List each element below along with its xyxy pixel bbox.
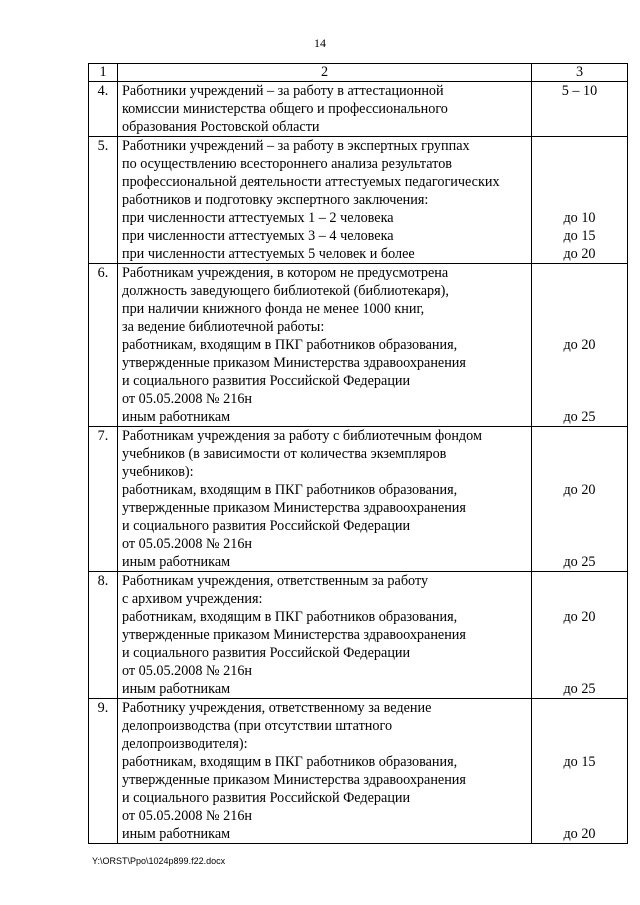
value-line: до 20 bbox=[563, 609, 596, 625]
value-line bbox=[532, 626, 627, 644]
row-description bbox=[118, 264, 532, 427]
row-value bbox=[532, 699, 628, 844]
value-line: до 20 bbox=[563, 246, 596, 262]
table-header-row bbox=[89, 64, 628, 82]
value-line bbox=[532, 517, 627, 535]
value-line: 5 – 10 bbox=[561, 83, 598, 99]
row-value bbox=[532, 427, 628, 572]
value-line bbox=[532, 354, 627, 372]
header-col-description: 2 bbox=[118, 64, 532, 82]
value-line bbox=[532, 807, 627, 825]
description-line: от 05.05.2008 № 216н bbox=[122, 808, 253, 824]
description-line: от 05.05.2008 № 216н bbox=[122, 536, 253, 552]
row-value bbox=[532, 572, 628, 699]
description-line: должность заведующего библиотекой (библиотекаря), bbox=[122, 283, 449, 299]
table-row bbox=[89, 699, 628, 844]
description-line: Работникам учреждения за работу с библиотечным фондом bbox=[122, 428, 482, 444]
value-line bbox=[532, 318, 627, 336]
description-line: иным работникам bbox=[122, 681, 231, 697]
description-line: работникам, входящим в ПКГ работников образования, bbox=[122, 609, 458, 625]
row-value bbox=[532, 264, 628, 427]
description-line: при численности аттестуемых 1 – 2 человека bbox=[122, 210, 394, 226]
description-line: комиссии министерства общего и профессионального bbox=[122, 101, 448, 117]
value-line: до 25 bbox=[563, 409, 596, 425]
value-line bbox=[532, 300, 627, 318]
row-number: 6. bbox=[89, 264, 118, 427]
description-line: образования Ростовской области bbox=[122, 119, 320, 135]
value-line bbox=[532, 137, 627, 155]
description-line: при численности аттестуемых 5 человек и более bbox=[122, 246, 415, 262]
description-line: учебников (в зависимости от количества экземпляров bbox=[122, 446, 447, 462]
table-row bbox=[89, 82, 628, 137]
row-description bbox=[118, 572, 532, 699]
value-line: до 20 bbox=[563, 826, 596, 842]
value-line bbox=[532, 463, 627, 481]
description-line: при наличии книжного фонда не менее 1000 книг, bbox=[122, 301, 425, 317]
description-line: делопроизводителя): bbox=[122, 736, 248, 752]
value-line: до 15 bbox=[563, 228, 596, 244]
value-line bbox=[532, 282, 627, 300]
row-description bbox=[118, 427, 532, 572]
description-line: работникам, входящим в ПКГ работников образования, bbox=[122, 482, 458, 498]
header-col-value: 3 bbox=[532, 64, 628, 82]
value-line bbox=[532, 118, 627, 136]
row-number: 5. bbox=[89, 137, 118, 264]
value-line bbox=[532, 699, 627, 717]
description-line: и социального развития Российской Федерации bbox=[122, 518, 411, 534]
table-row bbox=[89, 264, 628, 427]
value-line bbox=[532, 372, 627, 390]
value-line bbox=[532, 572, 627, 590]
description-line: Работники учреждений – за работу в экспертных группах bbox=[122, 138, 470, 154]
row-value bbox=[532, 137, 628, 264]
table-row bbox=[89, 137, 628, 264]
table-row bbox=[89, 572, 628, 699]
description-line: Работникам учреждения, в котором не предусмотрена bbox=[122, 265, 449, 281]
description-line: иным работникам bbox=[122, 409, 231, 425]
description-line: от 05.05.2008 № 216н bbox=[122, 663, 253, 679]
description-line: и социального развития Российской Федерации bbox=[122, 373, 411, 389]
description-line: иным работникам bbox=[122, 826, 231, 842]
description-line: за ведение библиотечной работы: bbox=[122, 319, 325, 335]
row-description bbox=[118, 82, 532, 137]
value-line: до 15 bbox=[563, 754, 596, 770]
description-line: работников и подготовку экспертного заключения: bbox=[122, 192, 429, 208]
value-line: до 10 bbox=[563, 210, 596, 226]
value-line bbox=[532, 590, 627, 608]
value-line: до 25 bbox=[563, 554, 596, 570]
value-line bbox=[532, 499, 627, 517]
description-line: при численности аттестуемых 3 – 4 человека bbox=[122, 228, 394, 244]
page-number: 14 bbox=[314, 36, 326, 50]
description-line: утвержденные приказом Министерства здравоохранения bbox=[122, 500, 466, 516]
description-line: иным работникам bbox=[122, 554, 231, 570]
description-line: с архивом учреждения: bbox=[122, 591, 263, 607]
description-line: делопроизводства (при отсутствии штатного bbox=[122, 718, 393, 734]
row-description bbox=[118, 699, 532, 844]
value-line: до 20 bbox=[563, 482, 596, 498]
description-line: и социального развития Российской Федерации bbox=[122, 790, 411, 806]
table-row bbox=[89, 427, 628, 572]
value-line bbox=[532, 390, 627, 408]
description-line: утвержденные приказом Министерства здравоохранения bbox=[122, 627, 466, 643]
value-line: до 25 bbox=[563, 681, 596, 697]
value-line bbox=[532, 535, 627, 553]
description-line: утвержденные приказом Министерства здравоохранения bbox=[122, 355, 466, 371]
description-line: работникам, входящим в ПКГ работников образования, bbox=[122, 754, 458, 770]
description-line: Работникам учреждения, ответственным за работу bbox=[122, 573, 429, 589]
row-number: 4. bbox=[89, 82, 118, 137]
value-line bbox=[532, 100, 627, 118]
description-line: от 05.05.2008 № 216н bbox=[122, 391, 253, 407]
description-line: профессиональной деятельности аттестуемых педагогических bbox=[122, 174, 500, 190]
row-number: 7. bbox=[89, 427, 118, 572]
header-col-number: 1 bbox=[89, 64, 118, 82]
value-line bbox=[532, 771, 627, 789]
value-line bbox=[532, 735, 627, 753]
row-description bbox=[118, 137, 532, 264]
allowance-table bbox=[88, 63, 628, 844]
description-line: по осуществлению всестороннего анализа результатов bbox=[122, 156, 452, 172]
value-line bbox=[532, 191, 627, 209]
description-line: Работнику учреждения, ответственному за ведение bbox=[122, 700, 432, 716]
row-number: 8. bbox=[89, 572, 118, 699]
value-line: до 20 bbox=[563, 337, 596, 353]
file-path-footer: Y:\ORST\Ppo\1024p899.f22.docx bbox=[92, 856, 226, 866]
value-line bbox=[532, 644, 627, 662]
description-line: утвержденные приказом Министерства здравоохранения bbox=[122, 772, 466, 788]
value-line bbox=[532, 717, 627, 735]
description-line: учебников): bbox=[122, 464, 194, 480]
description-line: работникам, входящим в ПКГ работников образования, bbox=[122, 337, 458, 353]
description-line: и социального развития Российской Федерации bbox=[122, 645, 411, 661]
value-line bbox=[532, 264, 627, 282]
row-value bbox=[532, 82, 628, 137]
value-line bbox=[532, 445, 627, 463]
row-number: 9. bbox=[89, 699, 118, 844]
value-line bbox=[532, 427, 627, 445]
value-line bbox=[532, 789, 627, 807]
description-line: Работники учреждений – за работу в аттестационной bbox=[122, 83, 444, 99]
value-line bbox=[532, 155, 627, 173]
value-line bbox=[532, 662, 627, 680]
value-line bbox=[532, 173, 627, 191]
table-body bbox=[89, 64, 628, 844]
